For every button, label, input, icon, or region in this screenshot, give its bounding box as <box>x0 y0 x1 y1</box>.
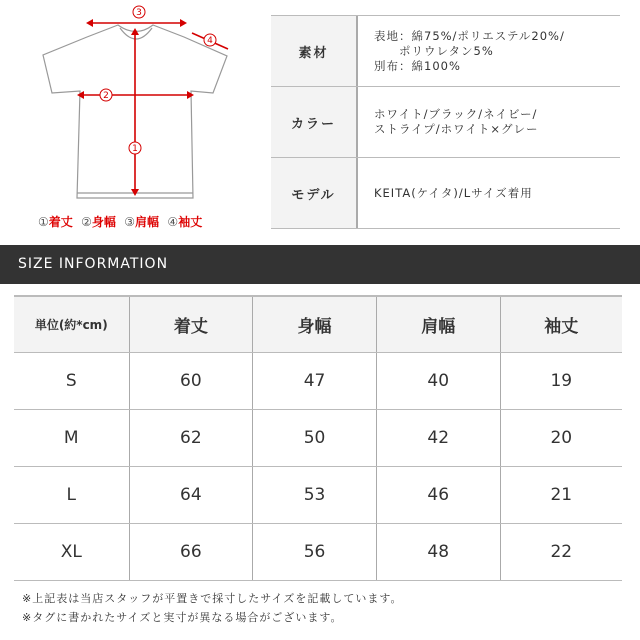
header-cell: 単位(約*cm) <box>14 296 129 352</box>
value-cell: 22 <box>500 523 622 580</box>
header-cell: 袖丈 <box>500 296 622 352</box>
value-cell: 64 <box>129 466 253 523</box>
table-row <box>14 352 622 409</box>
value-cell: 66 <box>129 523 253 580</box>
product-spec-table <box>271 15 620 229</box>
value-cell: 47 <box>253 352 377 409</box>
size-cell: S <box>14 352 129 409</box>
measurement-legend <box>38 213 202 230</box>
spec-value <box>358 87 620 157</box>
marker-1: 1 <box>132 144 138 154</box>
legend-label: 肩幅 <box>135 215 160 229</box>
value-cell: 19 <box>500 352 622 409</box>
legend-label: 着丈 <box>48 215 73 229</box>
spec-row-material <box>271 16 620 87</box>
size-cell: L <box>14 466 129 523</box>
spec-row-color <box>271 87 620 158</box>
size-table <box>14 295 622 581</box>
value-cell: 42 <box>376 409 500 466</box>
spec-value <box>358 158 620 228</box>
footnote: ※タグに書かれたサイズと実寸が異なる場合がございます。 <box>22 611 343 624</box>
spec-label: 素材 <box>271 16 358 86</box>
value-cell: 56 <box>253 523 377 580</box>
value-cell: 60 <box>129 352 253 409</box>
spec-line: ホワイト/ブラック/ネイビー/ <box>374 107 538 121</box>
value-cell: 53 <box>253 466 377 523</box>
size-cell: XL <box>14 523 129 580</box>
footnotes <box>22 589 402 627</box>
value-cell: 48 <box>376 523 500 580</box>
size-cell: M <box>14 409 129 466</box>
spec-line: ストライプ/ホワイト×グレー <box>374 122 539 136</box>
table-row <box>14 523 622 580</box>
size-table-header <box>14 296 622 352</box>
value-cell: 40 <box>376 352 500 409</box>
value-cell: 21 <box>500 466 622 523</box>
value-cell: 20 <box>500 409 622 466</box>
legend-num: ① <box>38 215 49 229</box>
spec-line: 別布：綿100% <box>374 58 461 73</box>
value-cell: 62 <box>129 409 253 466</box>
legend-num: ④ <box>167 215 179 229</box>
footnote: ※上記表は当店スタッフが平置きで採寸したサイズを記載しています。 <box>22 592 403 605</box>
spec-line: KEITA(ケイタ)/Lサイズ着用 <box>374 185 533 200</box>
marker-3: 3 <box>136 8 142 18</box>
spec-label: カラー <box>271 87 358 157</box>
spec-line: 表地：綿75%/ポリエステル20%/ <box>374 28 565 43</box>
table-row <box>14 409 622 466</box>
marker-2: 2 <box>103 91 109 101</box>
header-cell: 身幅 <box>253 296 377 352</box>
tshirt-measurement-diagram <box>0 0 260 240</box>
legend-label: 身幅 <box>91 215 116 229</box>
spec-label: モデル <box>271 158 358 228</box>
size-information-banner: SIZE INFORMATION <box>0 245 640 284</box>
legend-label: 袖丈 <box>178 215 203 229</box>
header-cell: 着丈 <box>129 296 253 352</box>
spec-value <box>358 16 620 86</box>
value-cell: 46 <box>376 466 500 523</box>
spec-row-model <box>271 158 620 229</box>
spec-line: ポリウレタン5% <box>374 43 494 58</box>
table-row <box>14 466 622 523</box>
legend-num: ② <box>81 215 92 229</box>
marker-4: 4 <box>207 36 213 46</box>
legend-num: ③ <box>124 215 136 229</box>
value-cell: 50 <box>253 409 377 466</box>
header-cell: 肩幅 <box>376 296 500 352</box>
